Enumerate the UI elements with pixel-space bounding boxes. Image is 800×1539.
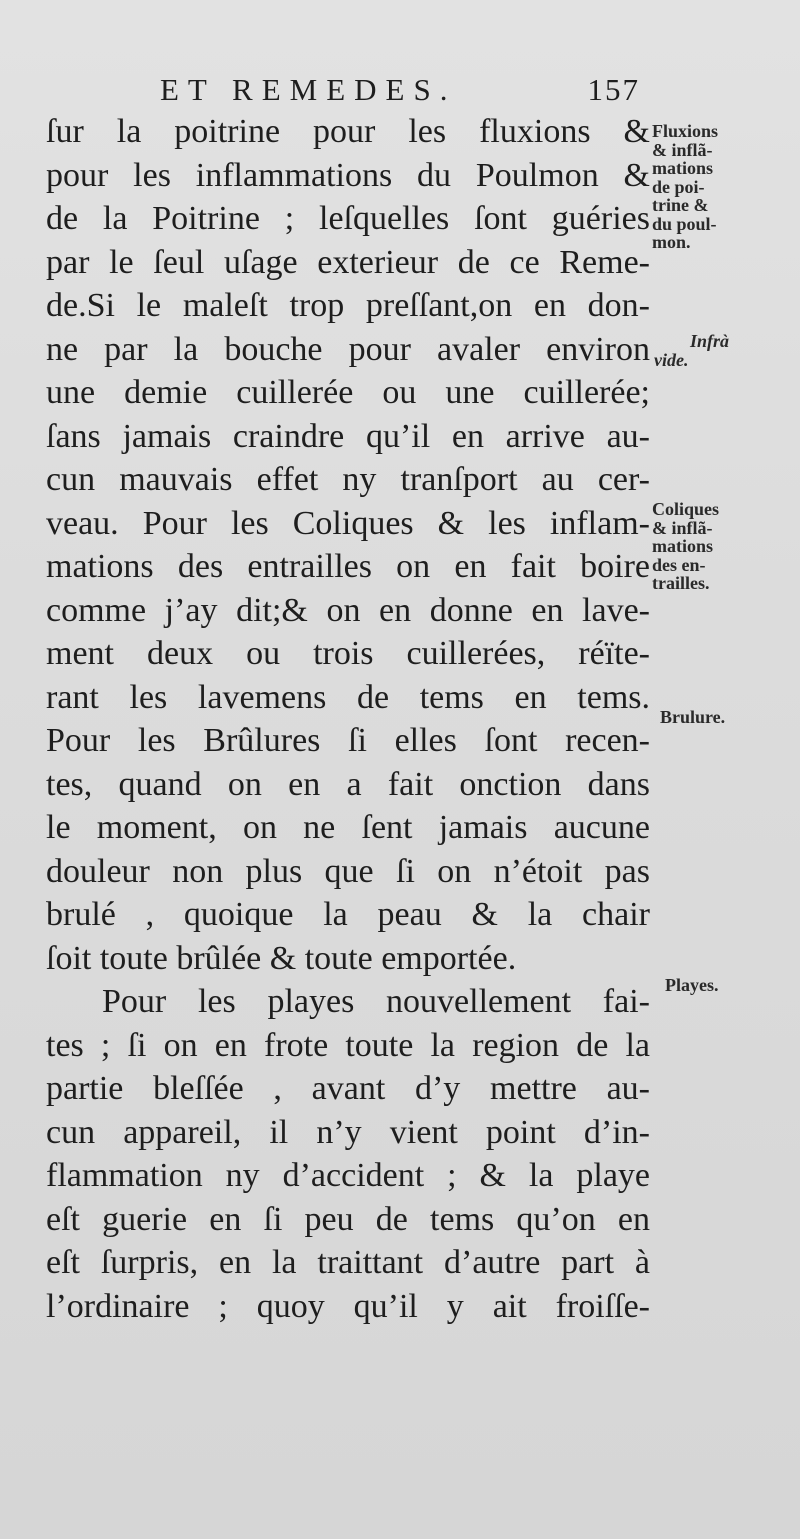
text-line: eſt guerie en ſi peu de tems qu’on en xyxy=(46,1200,650,1238)
margin-note-playes: Playes. xyxy=(665,975,719,995)
text-line: mations des entrailles on en fait boire xyxy=(46,548,650,585)
text-line: flammation ny d’accident ; & la playe xyxy=(46,1157,650,1194)
margin-note-brulure: Brulure. xyxy=(660,707,726,727)
text-line: Pour les Brûlures ſi elles ſont recen- xyxy=(46,722,650,759)
text-line: pour les inflammations du Poulmon & xyxy=(46,156,650,194)
text-line: de.Si le maleſt trop preſſant,on en don- xyxy=(46,287,650,324)
text-line: brulé , quoique la peau & la chair xyxy=(46,896,650,933)
text-line: cun mauvais effet ny tranſport au cer- xyxy=(46,461,650,498)
margin-note-infra: Infrà vide. xyxy=(654,331,730,370)
body-text xyxy=(46,110,650,1328)
text-line: ſoit toute brûlée & toute emportée. xyxy=(46,939,517,977)
text-line: Pour les playes nouvellement fai- xyxy=(102,983,650,1020)
text-line: veau. Pour les Coliques & les inflam- xyxy=(46,504,650,542)
text-line: de la Poitrine ; leſquelles ſont guéries xyxy=(46,200,650,237)
page-header xyxy=(160,72,640,112)
text-line: ſur la poitrine pour les fluxions & xyxy=(46,113,650,150)
text-line: ment deux ou trois cuillerées, réïte- xyxy=(46,635,650,672)
text-line: rant les lavemens de tems en tems. xyxy=(46,678,650,716)
text-line: cun appareil, il n’y vient point d’in- xyxy=(46,1113,650,1151)
text-line: tes, quand on en a fait onction dans xyxy=(46,765,650,803)
margin-note-coliques: Coliques & inflã- mations des en- trailles. xyxy=(652,499,720,593)
text-line: l’ordinaire ; quoy qu’il y ait froiſſe- xyxy=(46,1287,650,1325)
text-line: tes ; ſi on en frote toute la region de la xyxy=(46,1026,650,1064)
page-number: 157 xyxy=(587,72,640,107)
text-line: le moment, on ne ſent jamais aucune xyxy=(46,809,650,846)
text-line: douleur non plus que ſi on n’étoit pas xyxy=(46,852,650,890)
text-line: comme j’ay dit;& on en donne en lave- xyxy=(46,591,650,629)
text-line: partie bleſſée , avant d’y mettre au- xyxy=(46,1070,650,1107)
text-line: ſans jamais craindre qu’il en arrive au- xyxy=(46,417,650,455)
text-line: eſt ſurpris, en la traittant d’autre part à xyxy=(46,1244,650,1281)
margin-note-fluxions: Fluxions & inflã- mations de poi- trine & du poul- mon. xyxy=(652,121,719,252)
running-head: ET REMEDES. xyxy=(160,72,457,107)
text-line: par le ſeul uſage exterieur de ce Reme- xyxy=(46,243,650,281)
text-line: ne par la bouche pour avaler environ xyxy=(46,330,650,368)
text-line: une demie cuillerée ou une cuillerée; xyxy=(46,374,650,411)
